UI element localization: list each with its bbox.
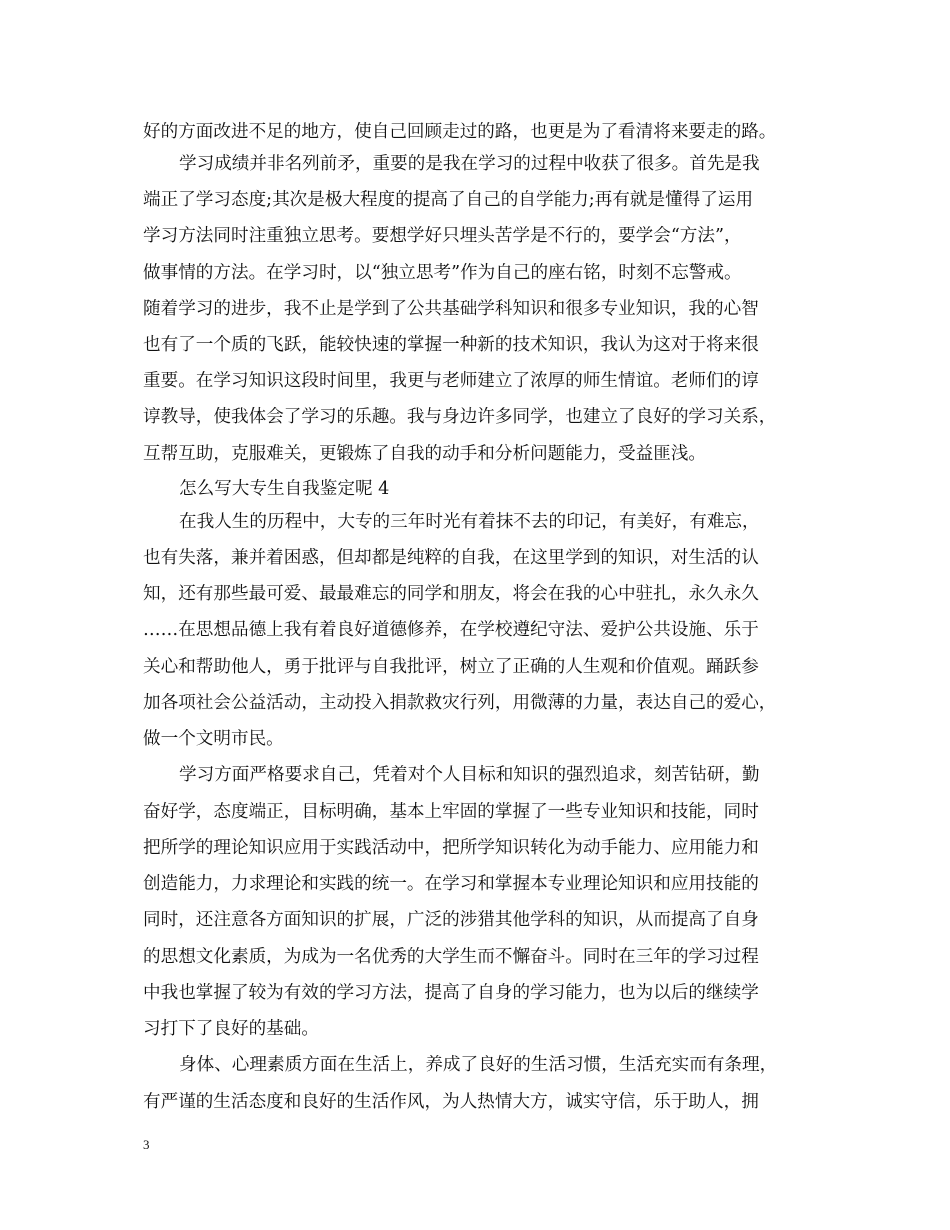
text-line: 的思想文化素质，为成为一名优秀的大学生而不懈奋斗。同时在三年的学习过程 xyxy=(143,947,759,967)
text-line: 知，还有那些最可爱、最最难忘的同学和朋友，将会在我的心中驻扎，永久永久 xyxy=(143,584,759,604)
paragraph-first-line: 在我人生的历程中，大专的三年时光有着抹不去的印记，有美好，有难忘， xyxy=(179,512,760,532)
text-line: 好的方面改进不足的地方，使自己回顾走过的路，也更是为了看清将来要走的路。 xyxy=(143,122,777,142)
text-line: 谆教导，使我体会了学习的乐趣。我与身边许多同学，也建立了良好的学习关系， xyxy=(143,407,777,427)
text-line: 中我也掌握了较为有效的学习方法，提高了自身的学习能力，也为以后的继续学 xyxy=(143,983,759,1003)
text-line: 重要。在学习知识这段时间里，我更与老师建立了浓厚的师生情谊。老师们的谆 xyxy=(143,371,759,391)
text-line: 端正了学习态度;其次是极大程度的提高了自己的自学能力;再有就是懂得了运用 xyxy=(143,190,754,210)
text-line: 有严谨的生活态度和良好的生活作风，为人热情大方，诚实守信，乐于助人，拥 xyxy=(143,1092,759,1112)
text-line: 把所学的理论知识应用于实践活动中，把所学知识转化为动手能力、应用能力和 xyxy=(143,838,759,858)
text-line: 做一个文明市民。 xyxy=(143,729,284,749)
paragraph-first-line: 学习成绩并非名列前矛，重要的是我在学习的过程中收获了很多。首先是我 xyxy=(179,154,760,174)
text-line: 互帮互助，克服难关，更锻炼了自我的动手和分析问题能力，受益匪浅。 xyxy=(143,444,707,464)
text-line: 也有失落，兼并着困惑，但却都是纯粹的自我，在这里学到的知识，对生活的认 xyxy=(143,548,759,568)
text-line: 也有了一个质的飞跃，能较快速的掌握一种新的技术知识，我认为这对于将来很 xyxy=(143,335,759,355)
text-line: 奋好学，态度端正，目标明确，基本上牢固的掌握了一些专业知识和技能，同时 xyxy=(143,802,759,822)
text-line: 做事情的方法。在学习时，以“独立思考”作为自己的座右铭，时刻不忘警戒。 xyxy=(143,263,742,283)
paragraph-first-line: 学习方面严格要求自己，凭着对个人目标和知识的强烈追求，刻苦钻研，勤 xyxy=(179,765,760,785)
text-line: 习打下了良好的基础。 xyxy=(143,1019,319,1039)
section-heading: 怎么写大专生自我鉴定呢 4 xyxy=(179,479,390,499)
text-line: ……在思想品德上我有着良好道德修养，在学校遵纪守法、爱护公共设施、乐于 xyxy=(143,620,759,640)
text-line: 学习方法同时注重独立思考。要想学好只埋头苦学是不行的，要学会“方法”， xyxy=(143,226,742,246)
text-line: 创造能力，力求理论和实践的统一。在学习和掌握本专业理论知识和应用技能的 xyxy=(143,874,759,894)
text-line: 随着学习的进步，我不止是学到了公共基础学科知识和很多专业知识，我的心智 xyxy=(143,299,759,319)
page-number: 3 xyxy=(143,1137,150,1152)
paragraph-first-line: 身体、心理素质方面在生活上，养成了良好的生活习惯，生活充实而有条理， xyxy=(179,1055,778,1075)
text-line: 关心和帮助他人，勇于批评与自我批评，树立了正确的人生观和价值观。踊跃参 xyxy=(143,657,759,677)
text-line: 同时，还注意各方面知识的扩展，广泛的涉猎其他学科的知识，从而提高了自身 xyxy=(143,910,759,930)
text-line: 加各项社会公益活动，主动投入捐款救灾行列，用微薄的力量，表达自己的爱心， xyxy=(143,693,777,713)
